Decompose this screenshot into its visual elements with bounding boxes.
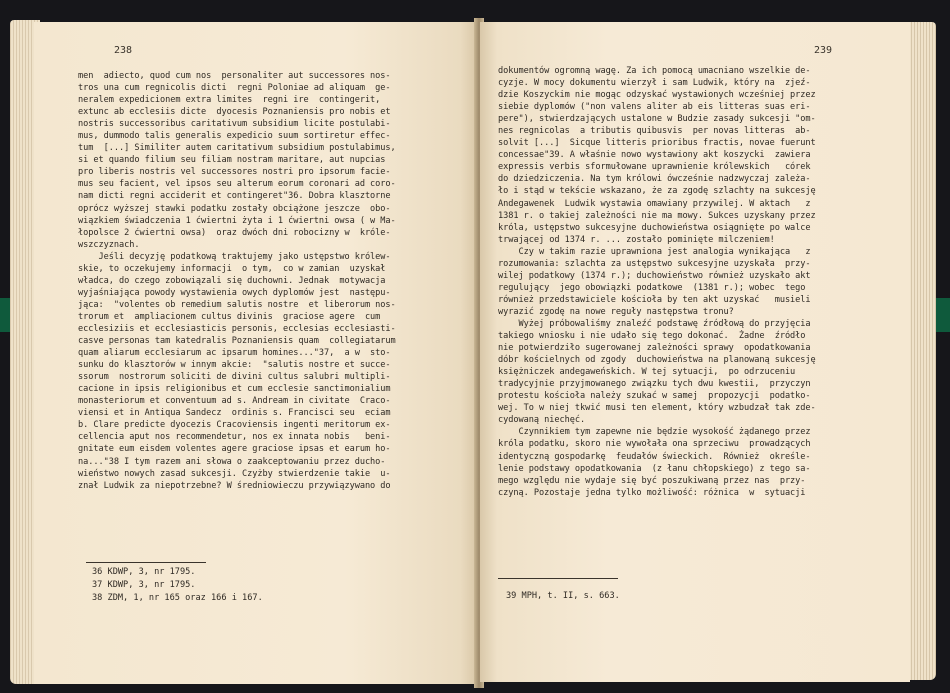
page-number: 238 [114, 45, 133, 56]
text-line: 1381 r. o takiej zależności nie ma mowy. Sukces uzyskany przez [498, 210, 816, 221]
text-line: Wyżej próbowaliśmy znaleźć podstawę źródłową do przyjęcia [498, 318, 811, 329]
text-line: Andegawenek Ludwik wystawia omawiany przywilej. W aktach z [498, 198, 811, 209]
text-line: trwającej od 1374 r. ... zostało pominięte milczeniem! [498, 234, 775, 245]
text-line: pere"), stwierdzających ustalone w Budzie zasady sukcesji "om- [498, 114, 816, 125]
text-line: ecclesiziis et ecclesiasticis personis, ecclesias ecclesiasti- [78, 323, 396, 334]
text-line: nostris successoribus caritativum subsidium licite postulabi- [78, 119, 391, 130]
text-line: protestu kościoła należy szukać w samej propozycji podatko- [498, 391, 811, 402]
text-line: wyrazić zgodę na nowe reguły następstwa tronu? [498, 306, 734, 317]
text-line: sunku do klasztorów w innym akcie: "salutis nostre et succe- [78, 360, 391, 371]
text-line: gnitate eum eisdem volentes agere graciose ipsas et earum ho- [78, 444, 391, 455]
text-line: viensi et in Antiqua Sandecz ordinis s. Francisci seu eciam [78, 408, 391, 419]
footnote: 38 ZDM, 1, nr 165 oraz 166 i 167. [92, 593, 263, 604]
text-line: również przedstawiciele kościoła by ten akt uzyskać musieli [498, 294, 811, 305]
text-line: dóbr kościelnych od zgody duchowieństwa na planowaną sukcesję [498, 355, 816, 366]
text-line: nes regnicolas a tributis quibusvis per novas litteras ab- [498, 126, 811, 137]
text-line: quam aliarum ecclesiarum ac ipsarum homines..."37, a w sto- [78, 348, 391, 359]
text-line: cydowaną niechęć. [498, 415, 586, 426]
text-line: dokumentów ogromną wagę. Za ich pomocą umacniano wszelkie de- [498, 66, 811, 76]
text-line: oprócz wyższej stawki podatku zostały obciążone jeszcze obo- [78, 203, 391, 214]
text-line: Jeśli decyzję podatkową traktujemy jako ustępstwo królew- [78, 251, 391, 262]
text-line: na..."38 I tym razem ani słowa o zaakceptowaniu przez ducho- [78, 456, 386, 467]
text-line: księżniczek andegaweńskich. W tej sytuacji, po odrzuceniu [498, 367, 796, 378]
text-line: tum [...] Similiter autem caritativum subsidium postulabimus, [78, 143, 396, 154]
left-page [34, 22, 478, 684]
right-page [480, 22, 910, 682]
text-line: cacione in ipsis religionibus et cum ecclesie sanctimonialium [78, 384, 391, 395]
text-line: jąca: "volentes ob remedium salutis nostre et liberorum nos- [78, 299, 396, 310]
text-line: znał Ludwik za niepotrzebne? W średniowieczu przywiązywano do [78, 480, 391, 491]
text-line: concessae"39. A właśnie nowo wystawiony akt koszycki zawiera [498, 150, 811, 161]
text-line: tros una cum regnicolis dicti regni Poloniae ad aliquam ge- [78, 83, 391, 94]
text-line: do dziedziczenia. Na tym królowi ówcześnie nadzwyczaj zależa- [498, 174, 811, 185]
text-line: identyczną gospodarkę feudałów świeckich. Również określe- [498, 451, 811, 462]
text-line: casve personas tam katedralis Poznaniensis quam collegiatarum [78, 336, 396, 347]
green-bookmark-right [936, 298, 950, 332]
text-line: solvit [...] Sicque litteris prioribus fractis, novae fuerunt [498, 138, 816, 149]
text-line: monasteriorum et conventuum ad s. Andream in civitate Craco- [78, 396, 391, 407]
text-line: expressis verbis sformułowane uprawnienie królewskich córek [498, 162, 811, 173]
text-line: cyzje. W mocy dokumentu wierzył i sam Ludwik, który na zjeź- [498, 78, 811, 89]
text-line: neralem expedicionem extra limites regni ire contingerit, [78, 95, 381, 106]
text-line: wilej podatkowy (1374 r.); duchowieństwo również uzyskało akt [498, 270, 811, 281]
footnote: 37 KDWP, 3, nr 1795. [92, 580, 196, 591]
page-body-text [498, 65, 816, 499]
text-line: takiego wniosku i nie udało się tego dokonać. Żadne źródło [498, 331, 806, 342]
text-line: men adiecto, quod cum nos personaliter aut successores nos- [78, 71, 391, 81]
text-line: skie, to oczekujemy informacji o tym, co w zamian uzyskał [78, 263, 386, 274]
text-line: władca, do czego zobowiązali się duchowni. Jednak motywacja [78, 275, 386, 286]
text-line: mego względu nie wydaje się być poszukiwaną przez nas przy- [498, 475, 806, 486]
text-line: dzie Koszyckim nie mogąc odzyskać wystawionych wcześniej przez [498, 90, 816, 101]
text-line: wej. To w niej tkwić musi ten element, który wzbudzał tak zde- [498, 403, 816, 414]
text-line: wyjaśniająca powody wystawienia owych dyplomów jest następu- [78, 287, 391, 298]
text-line: mus, dummodo talis generalis expedicio suum sortiretur effec- [78, 131, 391, 142]
right-page-edges [906, 22, 936, 680]
text-line: b. Clare predicte dyocezis Cracoviensis ingenti meritorum ex- [78, 420, 391, 431]
text-line: pro liberis nostris vel successores nostri pro ipsorum facie- [78, 167, 391, 178]
footnote-rule [498, 578, 618, 579]
text-line: tradycyjnie przyjmowanego związku tych dwu kwestii, przyczyn [498, 379, 811, 390]
text-line: wszczyznach. [78, 239, 140, 250]
text-line: lenie podstawy opodatkowania (z łanu chłopskiego) z tego sa- [498, 463, 811, 474]
text-line: extunc ab ecclesiis dicte dyocesis Poznaniensis pro nobis et [78, 107, 391, 118]
text-line: Czy w takim razie uprawniona jest analogia wynikająca z [498, 246, 811, 257]
page-number: 239 [814, 45, 833, 56]
text-line: wieństwo nowych zasad sukcesji. Czyżby stwierdzenie takie u- [78, 468, 391, 479]
text-line: trorum et ampliacionem cultus divinis graciose agere cum [78, 311, 381, 322]
footnote: 39 MPH, t. II, s. 663. [506, 591, 620, 601]
footnotes [506, 590, 620, 603]
text-line: siebie dyplomów ("non valens aliter ab eis litteras suas eri- [498, 102, 811, 113]
text-line: si et quando filium seu filiam nostram maritare, aut nupcias [78, 155, 386, 166]
footnote-rule [86, 562, 206, 563]
text-line: nie potwierdziło sugerowanej zależności sprawy opodatkowania [498, 343, 811, 354]
text-line: czyną. Pozostaje jedna tylko możliwość: różnica w sytuacji [498, 487, 806, 498]
text-line: nam dicti regni acciderit et contingeret"36. Dobra klasztorne [78, 191, 391, 202]
text-line: króla, ustępstwo sukcesyjne duchowieństwa osiągnięte po walce [498, 222, 811, 233]
text-line: ło i stąd w tekście wskazano, że za zgodę szlachty na sukcesję [498, 186, 816, 197]
footnotes [92, 566, 263, 606]
text-line: ssorum nostrorum soliciti de divini cultus salubri multipli- [78, 372, 391, 383]
text-line: rozumowania: szlachta za ustępstwo sukcesyjne uzyskała przy- [498, 258, 811, 269]
text-line: wiązkiem świadczenia 1 ćwiertni żyta i 1 ćwiertni owsa ( w Ma- [78, 215, 396, 226]
text-line: cellencia aput nos recommendetur, nos ex innata nobis beni- [78, 432, 391, 443]
page-body-text [78, 70, 396, 492]
footnote: 36 KDWP, 3, nr 1795. [92, 567, 196, 577]
text-line: króla podatku, skoro nie wywołała ona sprzeciwu prowadzących [498, 439, 811, 450]
text-line: mus seu facient, vel ipsos seu alterum eorum coronari ad coro- [78, 179, 396, 190]
text-line: Czynnikiem tym zapewne nie będzie wysokość żądanego przez [498, 427, 811, 438]
text-line: regulujący jego obowiązki podatkowe (1381 r.); wobec tego [498, 282, 806, 293]
text-line: łopolsce 2 ćwiertni owsa) oraz dwóch dni robocizny w króle- [78, 227, 391, 238]
